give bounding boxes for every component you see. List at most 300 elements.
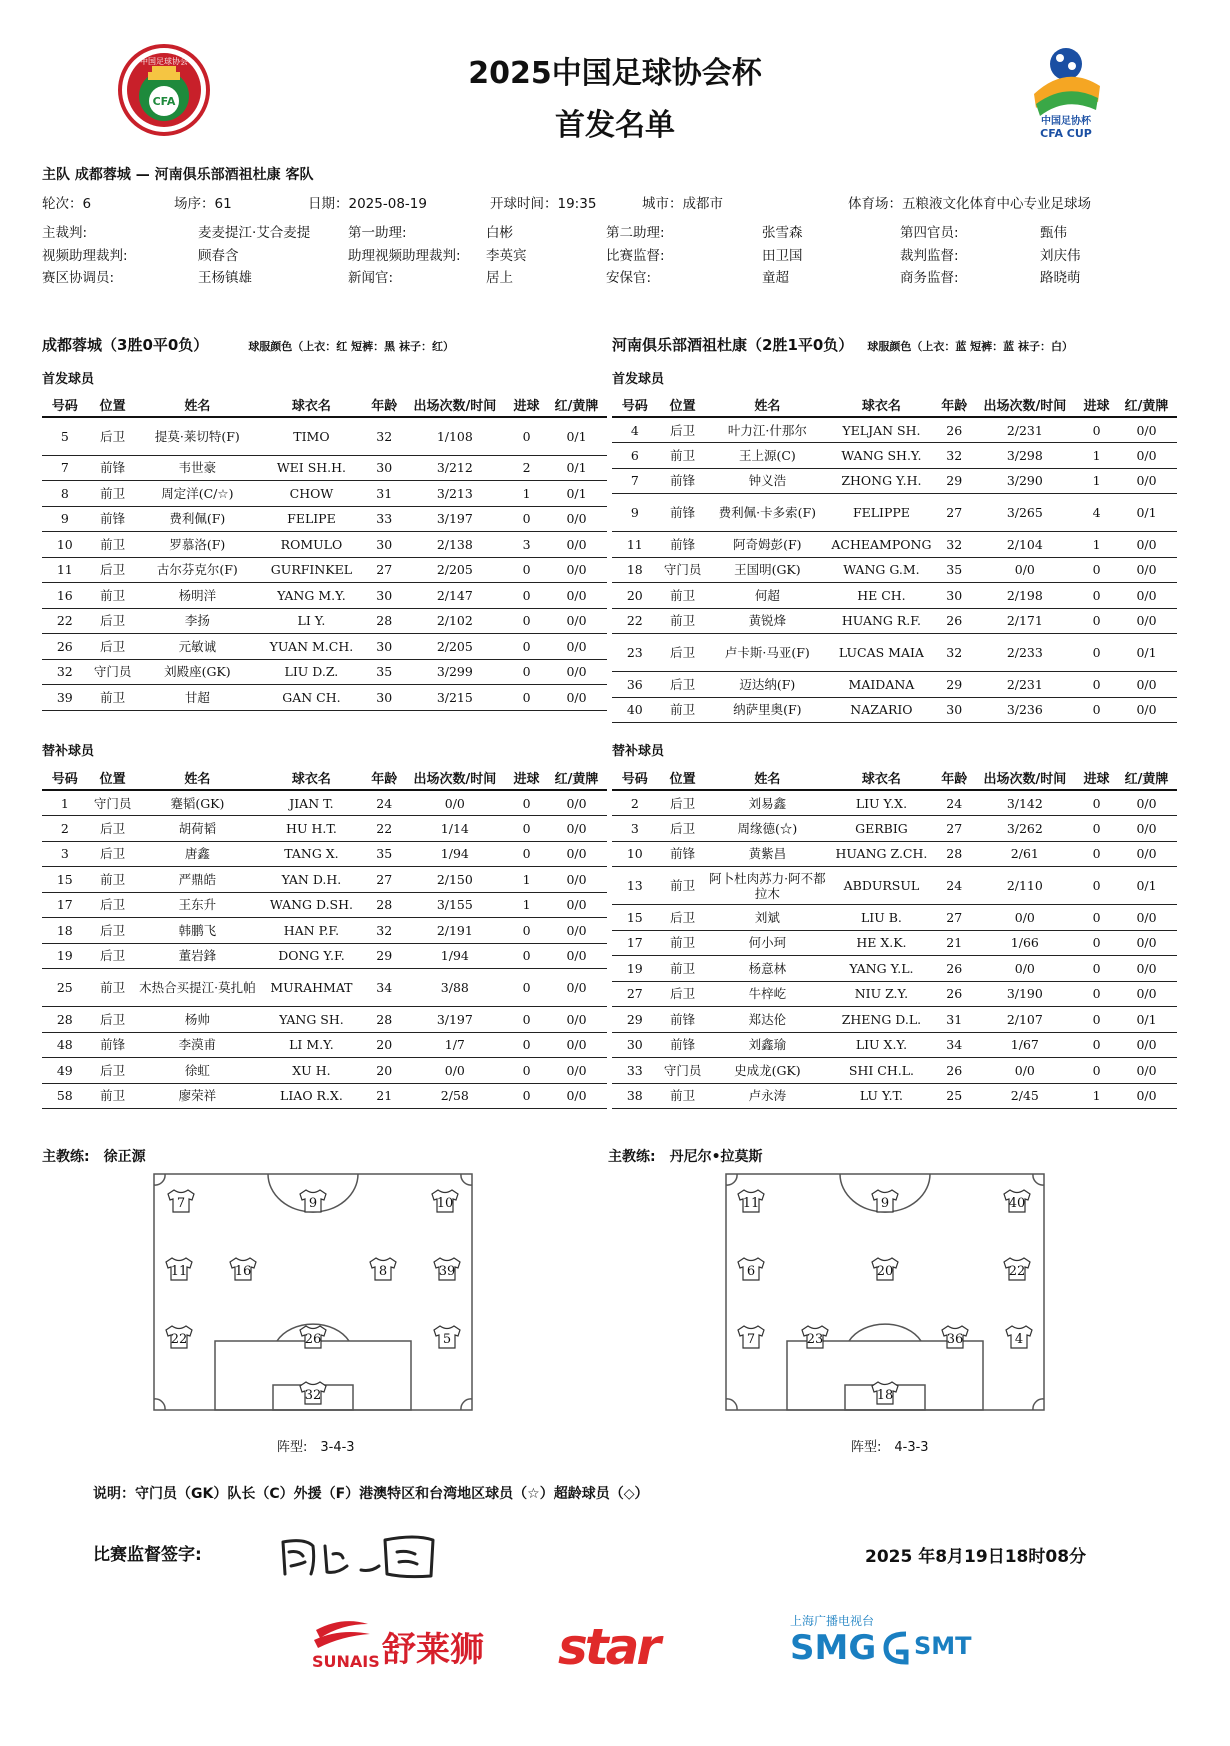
player-number: 36 [612,672,658,698]
cards: 0/0 [1116,417,1177,443]
match-number: 场序：61 [174,196,232,212]
shirt-name: WANG SH.Y. [827,443,936,469]
player-row [612,981,1177,1007]
shirt-name: LU Y.T. [827,1083,936,1109]
shirt-name: YANG SH. [257,1007,366,1033]
player-position: 后卫 [88,918,138,944]
jersey-number: 7 [746,1332,756,1347]
jersey-number: 9 [308,1196,318,1211]
jersey-icon [166,1258,192,1280]
official-role: 第二助理: [606,225,665,241]
player-row [42,659,607,685]
jersey-number: 16 [234,1264,252,1279]
player-position: 前卫 [658,697,708,723]
column-header: 年龄 [366,766,403,790]
player-name: 徐虹 [138,1058,258,1084]
player-position: 前卫 [88,969,138,1007]
player-row [42,867,607,893]
player-age: 32 [936,443,973,469]
player-age: 24 [366,790,403,816]
player-row [612,841,1177,867]
appearances: 3/88 [403,969,507,1007]
player-age: 22 [366,816,403,842]
player-position: 后卫 [88,557,138,583]
player-number: 17 [42,892,88,918]
player-age: 20 [366,1032,403,1058]
goals: 0 [507,685,546,711]
player-number: 39 [42,685,88,711]
appearances: 0/0 [403,1058,507,1084]
city: 城市：成都市 [642,196,723,212]
cards: 0/0 [1116,956,1177,982]
column-header: 红/黄牌 [546,393,607,417]
jersey-number: 9 [880,1196,890,1211]
goals: 0 [507,1058,546,1084]
shirt-name: HU H.T. [257,816,366,842]
jersey-icon [738,1190,764,1212]
player-name: 阿奇姆彭(F) [708,532,828,558]
appearances: 2/58 [403,1083,507,1109]
player-number: 23 [612,634,658,672]
player-position: 后卫 [88,1058,138,1084]
appearances: 2/102 [403,608,507,634]
cards: 0/0 [1116,583,1177,609]
player-number: 30 [612,1032,658,1058]
goals: 0 [1077,1058,1116,1084]
svg-text:CFA CUP: CFA CUP [1040,127,1092,140]
shirt-name: MURAHMAT [257,969,366,1007]
column-header: 位置 [88,766,138,790]
jersey-number: 4 [1014,1332,1024,1347]
player-position: 前卫 [658,1083,708,1109]
player-age: 30 [366,634,403,660]
goals: 0 [507,816,546,842]
cards: 0/0 [546,608,607,634]
appearances: 2/231 [973,672,1077,698]
goals: 1 [507,867,546,893]
player-position: 后卫 [88,841,138,867]
shirt-name: WEI SH.H. [257,455,366,481]
official-name: 白彬 [486,225,513,241]
goals: 0 [1077,956,1116,982]
shirt-name: XU H. [257,1058,366,1084]
player-position: 前卫 [88,583,138,609]
player-position: 前锋 [658,841,708,867]
official-name: 李英宾 [486,248,527,264]
cards: 0/1 [546,455,607,481]
player-age: 30 [366,685,403,711]
cards: 0/0 [546,506,607,532]
jersey-number: 39 [438,1264,456,1279]
player-number: 2 [612,790,658,816]
player-name: 卢永涛 [708,1083,828,1109]
player-number: 7 [612,468,658,494]
player-name: 费利佩·卡多索(F) [708,494,828,532]
goals: 0 [1077,672,1116,698]
cards: 0/1 [546,417,607,455]
cards: 0/0 [546,867,607,893]
column-header: 位置 [658,393,708,417]
player-age: 32 [936,532,973,558]
player-name: 卢卡斯·马亚(F) [708,634,828,672]
player-age: 20 [366,1058,403,1084]
player-row [42,608,607,634]
player-age: 30 [366,532,403,558]
goals: 1 [507,892,546,918]
jersey-icon [738,1326,764,1348]
cards: 0/0 [546,634,607,660]
signature-label: 比赛监督签字: [93,1545,202,1565]
column-header: 姓名 [708,393,828,417]
player-age: 30 [366,583,403,609]
player-position: 前卫 [658,930,708,956]
player-number: 10 [42,532,88,558]
official-name: 张雪森 [762,225,803,241]
appearances: 3/236 [973,697,1077,723]
jersey-number: 11 [742,1196,760,1211]
player-number: 7 [42,455,88,481]
player-number: 33 [612,1058,658,1084]
player-number: 9 [612,494,658,532]
player-number: 19 [612,956,658,982]
goals: 0 [507,1032,546,1058]
away-formation-pitch [725,1173,1045,1411]
shirt-name: YAN D.H. [257,867,366,893]
column-header: 姓名 [138,393,258,417]
player-position: 前卫 [658,583,708,609]
player-position: 后卫 [88,892,138,918]
goals: 0 [507,790,546,816]
player-name: 罗慕洛(F) [138,532,258,558]
column-header: 姓名 [708,766,828,790]
player-age: 21 [366,1083,403,1109]
cards: 0/0 [546,841,607,867]
shirt-name: GAN CH. [257,685,366,711]
player-age: 30 [936,697,973,723]
home-starters-table [42,393,607,711]
cards: 0/0 [546,892,607,918]
player-position: 守门员 [658,1058,708,1084]
appearances: 2/198 [973,583,1077,609]
kickoff-time: 开球时间：19:35 [490,196,597,212]
player-name: 牛梓屹 [708,981,828,1007]
player-number: 15 [42,867,88,893]
official-role: 安保官: [606,270,652,286]
player-position: 后卫 [88,1007,138,1033]
player-name: 廖荣祥 [138,1083,258,1109]
player-row [612,816,1177,842]
player-number: 13 [612,867,658,905]
player-row [42,481,607,507]
appearances: 2/233 [973,634,1077,672]
player-number: 38 [612,1083,658,1109]
player-row [612,672,1177,698]
player-name: 韦世豪 [138,455,258,481]
player-age: 35 [366,841,403,867]
official-role: 视频助理裁判: [42,248,128,264]
player-name: 王上源(C) [708,443,828,469]
goals: 0 [1077,634,1116,672]
jersey-number: 8 [378,1264,388,1279]
jersey-number: 22 [1008,1264,1026,1279]
player-position: 前锋 [658,494,708,532]
cards: 0/0 [1116,1058,1177,1084]
player-position: 前卫 [658,608,708,634]
player-name: 何超 [708,583,828,609]
shirt-name: LIU D.Z. [257,659,366,685]
player-age: 21 [936,930,973,956]
player-age: 34 [366,969,403,1007]
player-name: 杨帅 [138,1007,258,1033]
player-row [612,532,1177,558]
player-age: 27 [936,494,973,532]
jersey-number: 6 [746,1264,756,1279]
jersey-icon [1004,1190,1030,1212]
player-age: 25 [936,1083,973,1109]
column-header: 球衣名 [257,393,366,417]
player-row [612,1058,1177,1084]
player-age: 32 [366,918,403,944]
goals: 2 [507,455,546,481]
player-age: 28 [366,1007,403,1033]
player-age: 35 [936,557,973,583]
goals: 3 [507,532,546,558]
player-age: 32 [936,634,973,672]
player-number: 19 [42,943,88,969]
jersey-number: 10 [436,1196,454,1211]
player-name: 元敏诚 [138,634,258,660]
cards: 0/0 [546,816,607,842]
player-age: 26 [936,608,973,634]
cards: 0/0 [546,1058,607,1084]
player-position: 前卫 [658,956,708,982]
player-row [42,583,607,609]
sponsor-sunais: SUNAIS 舒莱狮 [312,1616,372,1660]
appearances: 1/94 [403,943,507,969]
jersey-icon [300,1326,326,1348]
column-header: 红/黄牌 [1116,393,1177,417]
player-number: 49 [42,1058,88,1084]
goals: 0 [1077,1007,1116,1033]
player-position: 前卫 [658,443,708,469]
player-position: 后卫 [658,634,708,672]
cards: 0/0 [1116,608,1177,634]
player-position: 后卫 [658,672,708,698]
player-age: 32 [366,417,403,455]
cards: 0/0 [546,943,607,969]
goals: 0 [507,918,546,944]
player-age: 27 [366,557,403,583]
player-age: 26 [936,981,973,1007]
goals: 0 [1077,417,1116,443]
official-name: 路晓萌 [1040,270,1081,286]
player-number: 40 [612,697,658,723]
jersey-number: 23 [806,1332,824,1347]
player-row [612,867,1177,905]
player-row [612,905,1177,931]
player-name: 唐鑫 [138,841,258,867]
appearances: 2/147 [403,583,507,609]
player-name: 史成龙(GK) [708,1058,828,1084]
appearances: 2/107 [973,1007,1077,1033]
page-subtitle: 首发名单 [555,108,675,143]
appearances: 3/290 [973,468,1077,494]
goals: 1 [1077,532,1116,558]
player-number: 9 [42,506,88,532]
sunais-swoosh-icon [312,1616,372,1656]
player-age: 26 [936,1058,973,1084]
cards: 0/0 [1116,697,1177,723]
player-row [612,1032,1177,1058]
player-age: 24 [936,790,973,816]
player-age: 29 [936,672,973,698]
player-name: 何小珂 [708,930,828,956]
player-name: 郑达伦 [708,1007,828,1033]
goals: 0 [1077,867,1116,905]
home-formation-pitch [153,1173,473,1411]
appearances: 3/197 [403,1007,507,1033]
goals: 0 [507,841,546,867]
player-position: 后卫 [658,981,708,1007]
column-header: 球衣名 [827,766,936,790]
appearances: 2/138 [403,532,507,558]
player-name: 迈达纳(F) [708,672,828,698]
appearances: 2/45 [973,1083,1077,1109]
player-row [42,634,607,660]
away-starters-table [612,393,1177,723]
jersey-number: 20 [876,1264,894,1279]
home-kit-colors: 球服颜色（上衣：红 短裤：黑 袜子：红） [248,340,454,353]
player-number: 4 [612,417,658,443]
player-number: 10 [612,841,658,867]
player-row [42,1058,607,1084]
teams-line: 主队 成都蓉城 — 河南俱乐部酒祖杜康 客队 [42,167,314,183]
player-age: 30 [936,583,973,609]
jersey-icon [872,1190,898,1212]
player-name: 叶力江·什那尔 [708,417,828,443]
shirt-name: NAZARIO [827,697,936,723]
player-name: 费利佩(F) [138,506,258,532]
cards: 0/1 [1116,867,1177,905]
cards: 0/0 [546,532,607,558]
official-role: 第四官员: [900,225,959,241]
player-number: 22 [42,608,88,634]
cards: 0/0 [1116,468,1177,494]
appearances: 3/298 [973,443,1077,469]
player-position: 前锋 [658,1032,708,1058]
shirt-name: YANG M.Y. [257,583,366,609]
goals: 0 [1077,930,1116,956]
column-header: 位置 [658,766,708,790]
goals: 4 [1077,494,1116,532]
cards: 0/0 [546,1032,607,1058]
player-number: 11 [612,532,658,558]
cards: 0/0 [546,790,607,816]
column-header: 红/黄牌 [546,766,607,790]
player-number: 3 [612,816,658,842]
column-header: 出场次数/时间 [403,766,507,790]
jersey-icon [370,1258,396,1280]
player-row [42,841,607,867]
jersey-number: 26 [304,1332,322,1347]
goals: 1 [507,481,546,507]
jersey-icon [168,1190,194,1212]
shirt-name: HE X.K. [827,930,936,956]
jersey-icon [872,1382,898,1404]
home-coach: 主教练: 徐正源 [42,1149,146,1165]
player-row [612,608,1177,634]
away-formation: 阵型: 4-3-3 [851,1440,929,1455]
player-name: 董岩鋒 [138,943,258,969]
player-name: 周定洋(C/☆) [138,481,258,507]
player-number: 5 [42,417,88,455]
cards: 0/0 [546,1007,607,1033]
player-row [42,532,607,558]
player-number: 15 [612,905,658,931]
appearances: 1/108 [403,417,507,455]
player-age: 29 [366,943,403,969]
player-position: 前锋 [88,506,138,532]
player-row [612,417,1177,443]
goals: 0 [1077,1032,1116,1058]
column-header: 号码 [42,766,88,790]
appearances: 2/205 [403,557,507,583]
shirt-name: LIU B. [827,905,936,931]
appearances: 0/0 [973,905,1077,931]
official-name: 童超 [762,270,789,286]
cards: 0/1 [1116,494,1177,532]
appearances: 0/0 [973,557,1077,583]
shirt-name: SHI CH.L. [827,1058,936,1084]
signature-date: 2025 年8月19日18时08分 [865,1547,1087,1567]
home-starters-label: 首发球员 [42,372,95,387]
player-position: 后卫 [88,608,138,634]
player-row [612,634,1177,672]
appearances: 3/190 [973,981,1077,1007]
player-row [612,697,1177,723]
player-age: 27 [366,867,403,893]
player-name: 严鼎皓 [138,867,258,893]
player-age: 26 [936,956,973,982]
appearances: 3/299 [403,659,507,685]
player-name: 古尔芬克尔(F) [138,557,258,583]
player-row [612,443,1177,469]
player-row [612,930,1177,956]
jersey-number: 7 [176,1196,186,1211]
goals: 0 [507,969,546,1007]
player-position: 前锋 [88,1032,138,1058]
official-name: 顾春含 [198,248,239,264]
column-header: 年龄 [936,766,973,790]
player-row [42,1083,607,1109]
jersey-icon [1006,1326,1032,1348]
goals: 0 [507,557,546,583]
supervisor-signature [275,1522,465,1584]
shirt-name: DONG Y.F. [257,943,366,969]
appearances: 2/110 [973,867,1077,905]
jersey-number: 22 [170,1332,188,1347]
player-position: 后卫 [88,816,138,842]
away-coach: 主教练: 丹尼尔•拉莫斯 [608,1149,763,1165]
player-number: 18 [612,557,658,583]
goals: 0 [507,583,546,609]
column-header: 号码 [42,393,88,417]
shirt-name: WANG D.SH. [257,892,366,918]
cards: 0/0 [1116,816,1177,842]
jersey-number: 32 [304,1388,322,1403]
appearances: 1/66 [973,930,1077,956]
player-number: 22 [612,608,658,634]
